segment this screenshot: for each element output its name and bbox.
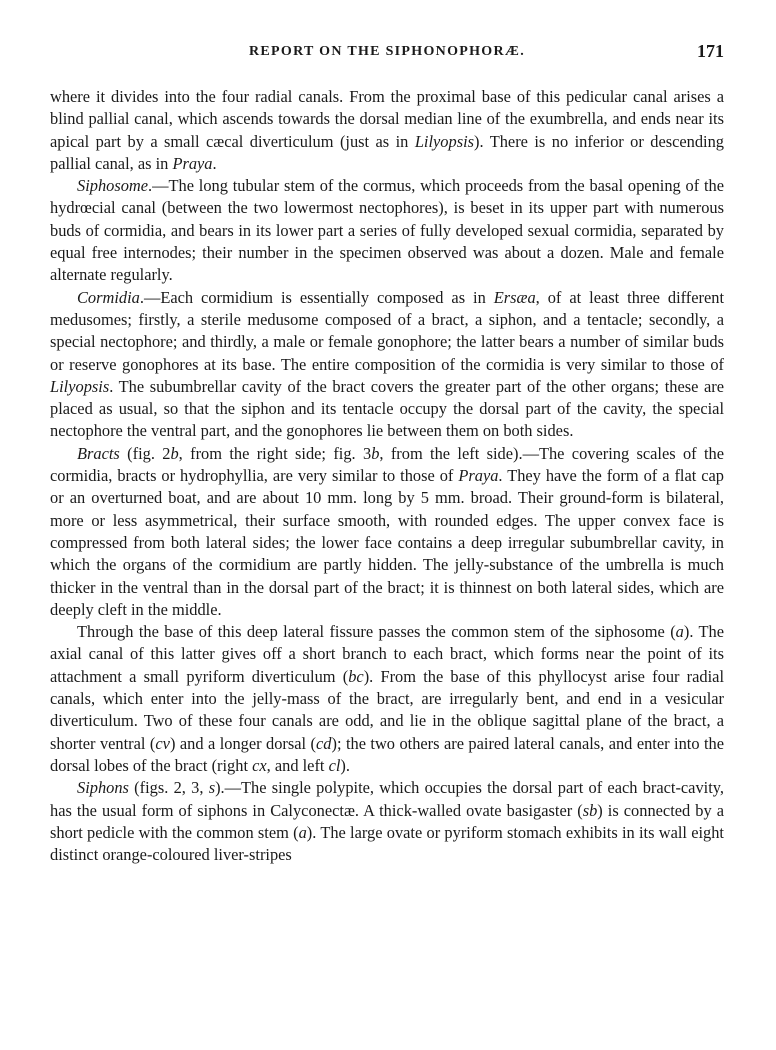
text-run: ). The large ovate or pyriform stomach exhibits in its wall eight distinct orange-coloured liver-stripes <box>50 822 724 865</box>
italic-run: b <box>170 443 179 463</box>
text-run: ). <box>340 755 350 775</box>
paragraph-bracts <box>50 443 724 621</box>
italic-run: Bracts <box>77 443 120 463</box>
text-run: ).—The single polypite, which occupies the dorsal part of each bract-cavity, has the usual form of siphons in Calyconectæ. A thick-walled ovate basigaster ( <box>50 778 724 820</box>
paragraph-siphosome <box>50 175 724 286</box>
italic-run: a <box>675 622 684 642</box>
text-run: ). The axial canal of this latter gives off a short branch to each bract, which forms near the point of its attachment a small pyriform diverticulum ( <box>50 622 724 686</box>
text-run: . The subumbrellar cavity of the bract covers the greater part of the other organs; these are placed as usual, so that the siphon and its tentacle occupy the dorsal part of the cavity, the special nectophore the ventral part, and the gonophores lie between them on both sides. <box>50 376 724 441</box>
text-run: ) and a longer dorsal ( <box>169 733 316 753</box>
text-run: .—The long tubular stem of the cormus, which proceeds from the basal opening of the hydrœcial canal (between the two lowermost nectophores), is beset in its upper part with numerous buds of cormidia, and bears in its lower part a series of fully developed sexual cormidia, separated by equal free internodes; their number in the specimen observed was about a dozen. Male and female alternate regularly. <box>50 176 724 285</box>
italic-run: Ersæa <box>493 287 536 307</box>
italic-run: Siphosome <box>77 176 149 196</box>
italic-run: cl <box>328 755 341 775</box>
italic-run: b <box>371 443 380 463</box>
italic-run: Siphons <box>77 778 129 798</box>
text-run: , from the right side; fig. 3 <box>178 443 372 463</box>
paragraph-siphons <box>50 777 724 866</box>
italic-run: cv <box>155 733 170 753</box>
text-run: , of at least three different medusomes; firstly, a sterile medusome composed of a bract, a siphon, and a tentacle; secondly, a special nectophore; and thirdly, a male or female gonophore; the latter bears a number of similar buds or reserve gonophores at its base. The entire composition of the cormidia is very similar to those of <box>50 287 724 374</box>
text-run: (figs. 2, 3, <box>128 778 209 798</box>
text-run: ). From the base of this phyllocyst arise four radial canals, which enter into the jelly-mass of the bract, are irregularly bent, and end in a vesicular diverticulum. Two of these four canals are odd, and lie in the oblique sagittal plane of the bract, a shorter ventral ( <box>50 666 724 753</box>
text-run: , and left <box>266 755 329 775</box>
italic-run: Lilyopsis <box>50 376 110 396</box>
running-head <box>50 41 724 68</box>
text-run: where it divides into the four radial canals. From the proximal base of this pedicular canal arises a blind pallial canal, which ascends towards the dorsal median line of the exumbrella, and ends near its apical part by a small cæcal diverticulum (just as in <box>50 87 724 151</box>
italic-run: sb <box>582 800 598 820</box>
italic-run: bc <box>348 666 364 686</box>
italic-run: cx <box>252 755 267 775</box>
italic-run: s <box>208 778 216 798</box>
italic-run: Praya <box>458 466 499 486</box>
italic-run: a <box>298 822 307 842</box>
text-run: . <box>212 153 217 173</box>
page-number: 171 <box>697 41 724 61</box>
italic-run: Praya <box>172 153 213 173</box>
italic-run: cd <box>316 733 332 753</box>
text-run: ); the two others are paired lateral canals, and enter into the dorsal lobes of the bract (right <box>50 733 725 775</box>
text-run: (fig. 2 <box>119 443 171 463</box>
body-text <box>50 86 724 866</box>
text-run: Through the base of this deep lateral fissure passes the common stem of the siphosome ( <box>77 622 676 642</box>
running-title: REPORT ON THE SIPHONOPHORÆ. <box>248 44 525 59</box>
paragraph-cormidia <box>50 287 724 443</box>
text-run: . They have the form of a flat cap or an overturned boat, and are about 10 mm. long by 5 mm. broad. Their ground-form is bilateral, more or less asymmetrical, their surface smooth, with rounded edges. The upper convex face is compressed from both lateral sides; the lower face contains a deep irregular subumbrellar cavity, in which the organs of the cormidium are partly hidden. The jelly-substance of the umbrella is much thicker in the ventral than in the dorsal part of the bract; it is thinnest on both lateral sides, which are deeply cleft in the middle. <box>50 466 724 619</box>
text-run: ). There is no inferior or descending pallial canal, as in <box>50 131 724 173</box>
italic-run: Cormidia <box>77 287 140 307</box>
italic-run: Lilyopsis <box>414 131 475 151</box>
text-run: .—Each cormidium is essentially composed as in <box>139 287 494 307</box>
text-run: ) is connected by a short pedicle with the common stem ( <box>50 800 724 842</box>
paragraph-lateral-fissure <box>50 621 724 777</box>
text-run: , from the left side).—The covering scales of the cormidia, bracts or hydrophyllia, are very similar to those of <box>50 443 725 486</box>
paragraph-continuation <box>50 86 724 175</box>
